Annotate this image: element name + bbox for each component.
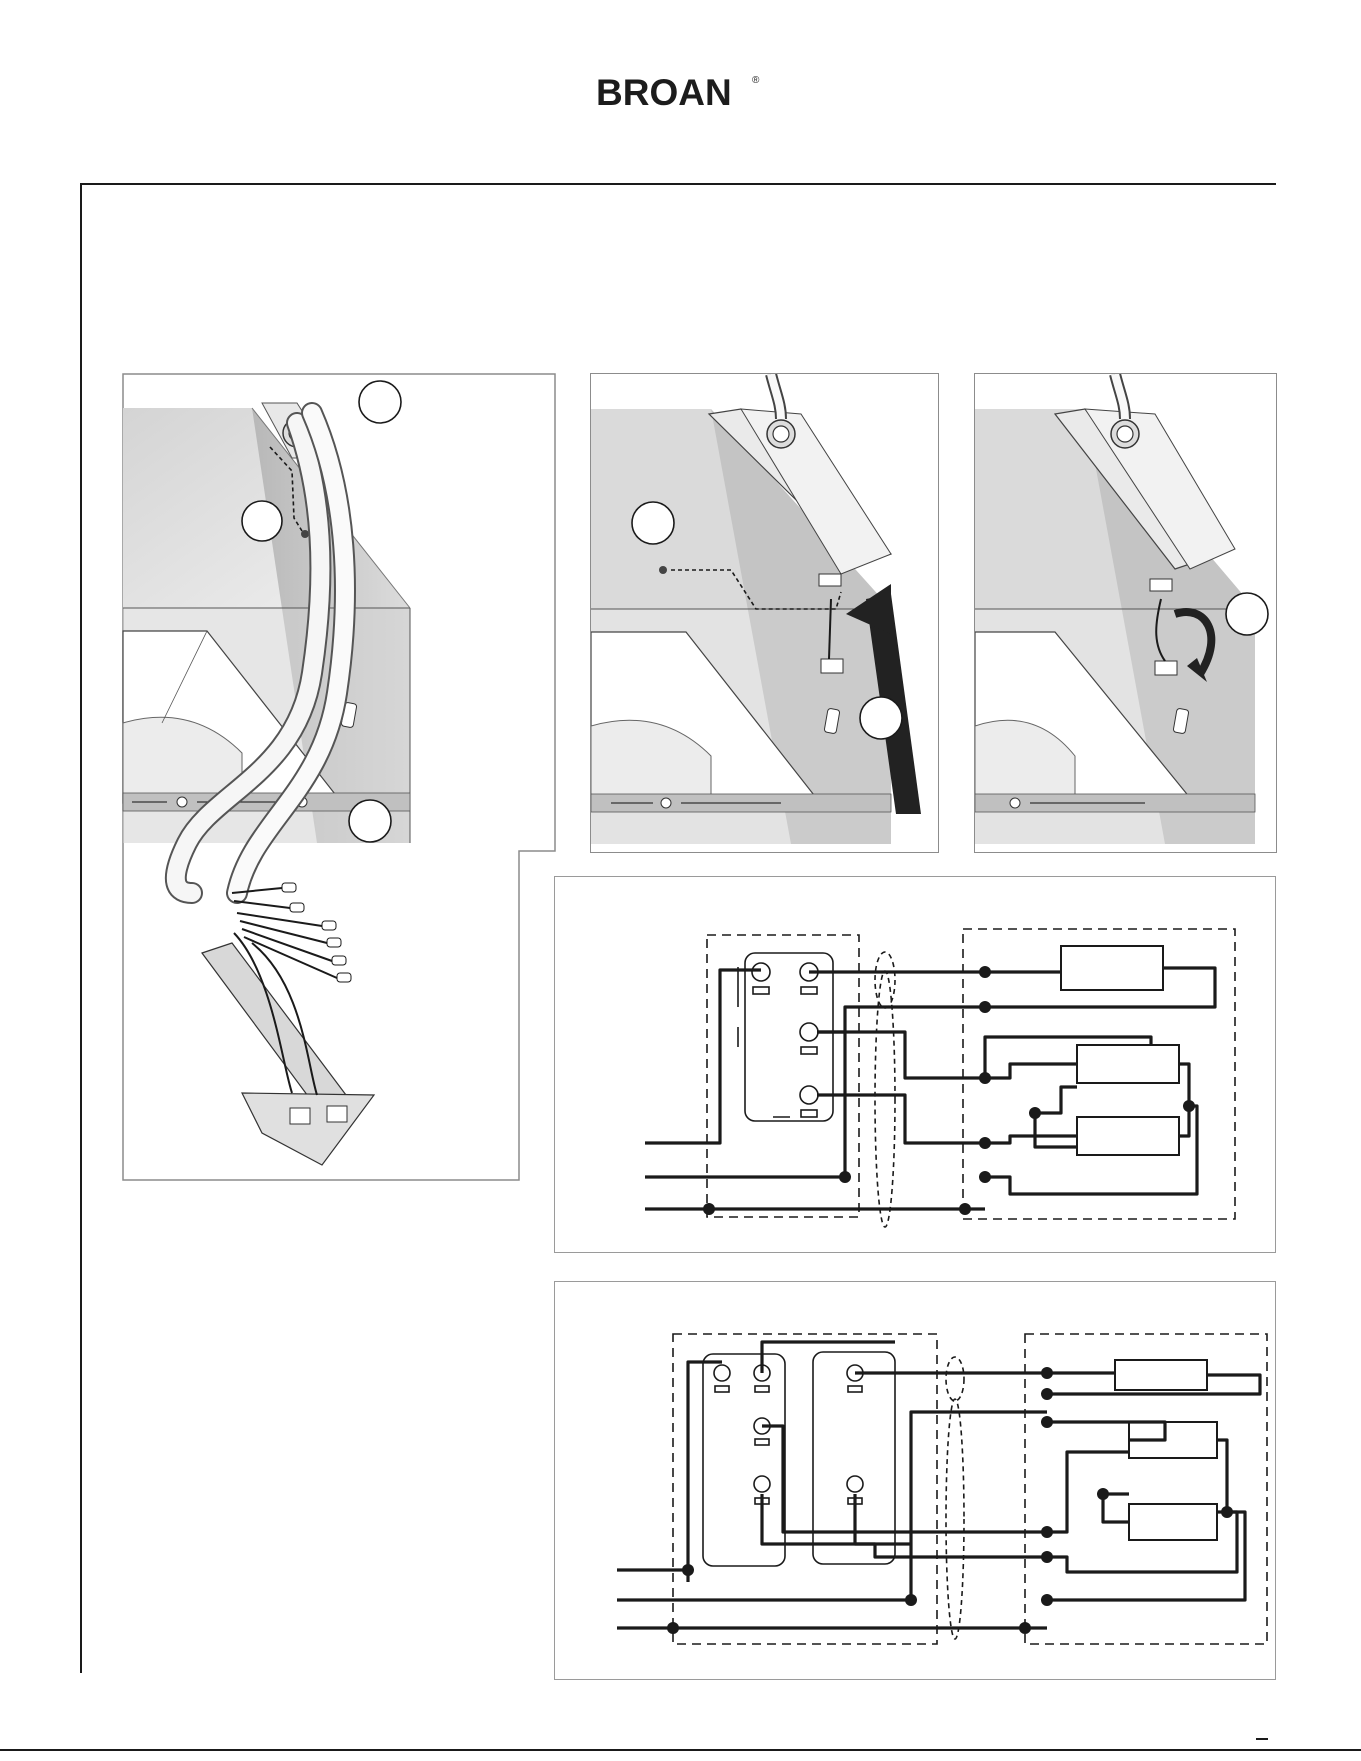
figure-3-illustration [975,374,1276,852]
callout-circle [1226,593,1268,635]
figure-1 [122,373,556,1181]
registered-mark: ® [752,75,760,86]
wiring-diagram-single-switch [554,876,1276,1253]
figure-2 [590,373,939,853]
callout-circle [632,502,674,544]
callout-circle [359,381,401,423]
wiring-diagram-two-switches [554,1281,1276,1680]
footer-rule [0,1749,1361,1751]
header-rule [80,183,1276,185]
figure-2-illustration [591,374,938,852]
callout-circle [860,697,902,739]
logo-wordmark: BROAN [596,72,732,113]
figure-3 [974,373,1277,853]
left-margin-rule [80,183,82,1673]
figure-1-illustration [122,373,556,1181]
callout-circle [349,800,391,842]
callout-circle [242,501,282,541]
wiring-diagram-2-svg [555,1282,1275,1679]
broan-logo [596,74,766,112]
wiring-diagram-1-svg [555,877,1275,1252]
page-mark [1256,1738,1268,1740]
